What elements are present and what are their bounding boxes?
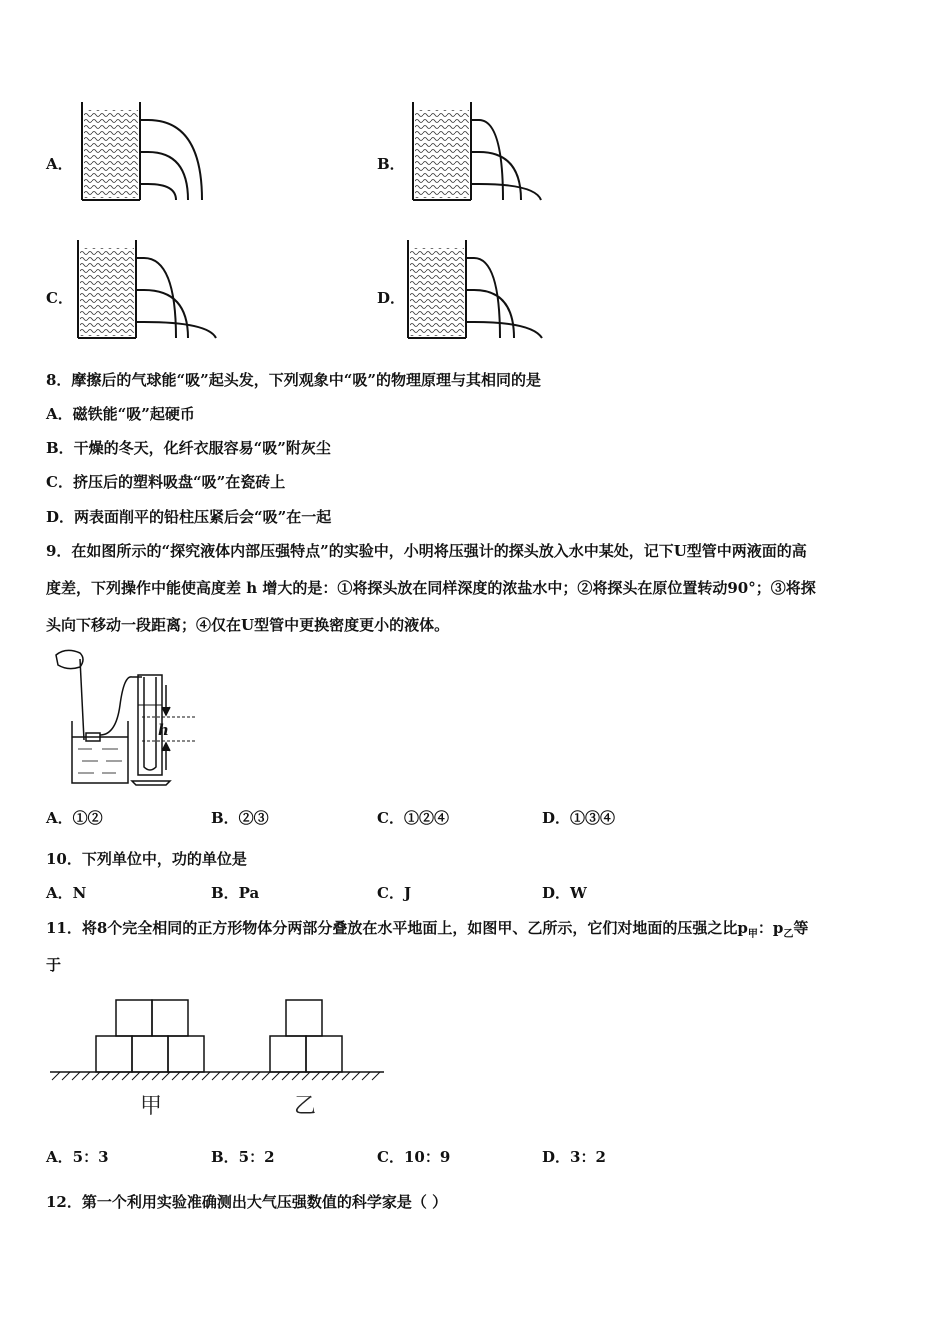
q8-option-b: B．干燥的冬天，化纤衣服容易“吸”附灰尘 <box>46 439 331 457</box>
q7-figure-c <box>72 238 222 343</box>
q11-stem-part2: ：p <box>757 919 784 937</box>
q11-option-c: C．10：9 <box>377 1148 451 1166</box>
q7-option-d-label: D． <box>377 289 406 307</box>
q11-option-b: B．5：2 <box>211 1148 275 1166</box>
q11-option-a: A．5：3 <box>46 1148 109 1166</box>
q9-stem-line3: 头向下移动一段距离；④仅在U型管中更换密度更小的液体。 <box>46 616 450 634</box>
q11-sub-jia: 甲 <box>747 929 758 940</box>
q9-option-d: D．①③④ <box>542 809 616 827</box>
q8-option-c: C．挤压后的塑料吸盘“吸”在瓷砖上 <box>46 473 286 491</box>
q8-stem: 8．摩擦后的气球能“吸”起头发，下列观象中“吸”的物理原理与其相同的是 <box>46 371 541 389</box>
q7-option-a-label: A． <box>46 155 73 173</box>
q11-option-d: D．3：2 <box>542 1148 606 1166</box>
q11-stem-line2: 于 <box>46 956 62 974</box>
q10-option-a: A．N <box>46 884 87 902</box>
q7-figure-a <box>76 100 216 205</box>
q10-option-d: D．W <box>542 884 587 902</box>
h-label: h <box>158 721 169 739</box>
q11-stem-part1: 11．将8个完全相同的正方形物体分两部分叠放在水平地面上，如图甲、乙所示，它们对地面的压强之比p <box>46 919 748 937</box>
q12-stem: 12．第一个利用实验准确测出大气压强数值的科学家是（ ） <box>46 1193 448 1211</box>
container-water <box>82 102 202 200</box>
q9-option-a: A．①② <box>46 809 103 827</box>
pressure-gauge-figure <box>46 645 206 793</box>
stacked-cubes-figure <box>48 998 388 1123</box>
q10-option-c: C．J <box>377 884 412 902</box>
q9-option-c: C．①②④ <box>377 809 449 827</box>
q8-option-a: A．磁铁能“吸”起硬币 <box>46 405 195 423</box>
q10-option-b: B．Pa <box>211 884 260 902</box>
q8-option-d: D．两表面削平的铅柱压紧后会“吸”在一起 <box>46 508 332 526</box>
q10-stem: 10．下列单位中，功的单位是 <box>46 850 247 868</box>
q11-sub-yi: 乙 <box>783 929 794 940</box>
q7-figure-b <box>407 100 557 205</box>
q7-option-b-label: B． <box>377 155 405 173</box>
q11-stem-part3: 等 <box>793 919 809 937</box>
q9-stem-line1: 9．在如图所示的“探究液体内部压强特点”的实验中，小明将压强计的探头放入水中某处，记下U型管中两液面的高 <box>46 542 807 560</box>
q9-stem-line2: 度差，下列操作中能使高度差 h 增大的是：①将探头放在同样深度的浓盐水中；②将探头在原位置转动90°；③将探 <box>46 579 816 597</box>
q11-stem-line1 <box>46 918 808 945</box>
q9-option-b: B．②③ <box>211 809 269 827</box>
label-jia: 甲 <box>140 1094 163 1119</box>
q7-option-c-label: C． <box>46 289 73 307</box>
label-yi: 乙 <box>294 1094 317 1119</box>
q7-figure-d <box>402 238 552 343</box>
